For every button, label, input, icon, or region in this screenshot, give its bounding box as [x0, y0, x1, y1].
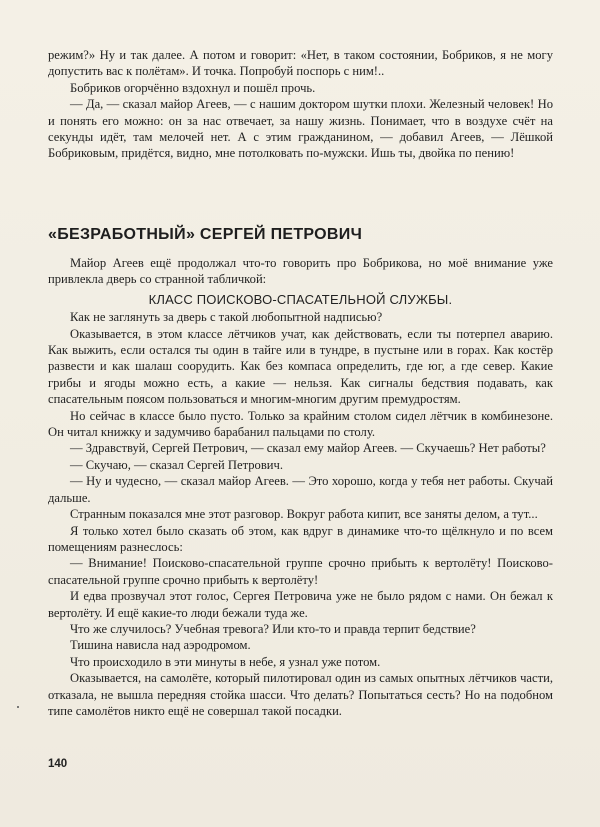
door-sign: КЛАСС ПОИСКОВО-СПАСАТЕЛЬНОЙ СЛУЖБЫ.: [148, 291, 453, 307]
paragraph: Как не заглянуть за дверь с такой любопытной надписью?: [70, 310, 383, 325]
paragraph: Что происходило в эти минуты в небе, я узнал уже потом.: [70, 654, 381, 669]
section-title: «БЕЗРАБОТНЫЙ» СЕРГЕЙ ПЕТРОВИЧ: [48, 226, 363, 243]
top-text-block: [48, 47, 553, 162]
paragraph: — Здравствуй, Сергей Петрович, — сказал ему майор Агеев. — Скучаешь? Нет работы?: [70, 441, 546, 456]
paragraph: — Да, — сказал майор Агеев, — с нашим доктором шутки плохи. Железный человек! Но и понять его можно: он за нас отвечает, за нашу жизнь. Понимает, что в воздухе счёт на секунды идёт, там мелочей нет. А с этим гражданином, — добавил Агеев, — Лёшкой Бобриковым, придётся, видно, мне потолковать по-мужски. Ишь ты, двойка по пению!: [48, 97, 553, 161]
section-intro: Майор Агеев ещё продолжал что-то говорить про Бобрикова, но моё внимание уже привлекла дверь со странной табличкой:: [48, 256, 553, 287]
paragraph: Странным показался мне этот разговор. Вокруг работа кипит, все заняты делом, а тут...: [70, 507, 538, 522]
paragraph: Бобриков огорчённо вздохнул и пошёл прочь.: [70, 80, 316, 95]
paragraph: — Внимание! Поисково-спасательной группе срочно прибыть к вертолёту! Поисково-спасательной группе срочно прибыть к вертолёту!: [48, 556, 553, 587]
section-text-block: [48, 255, 553, 719]
paragraph: Оказывается, на самолёте, который пилотировал один из самых опытных лётчиков части, отказала, не вышла передняя стойка шасси. Что делать? Попытаться сесть? Но на подобном типе самолётов никто ещё не совершал такой посадки.: [48, 671, 553, 718]
paragraph: Что же случилось? Учебная тревога? Или кто-то и правда терпит бедствие?: [70, 621, 476, 636]
paragraph: Но сейчас в классе было пусто. Только за крайним столом сидел лётчик в комбинезоне. Он читал книжку и задумчиво барабанил пальцами по столу.: [48, 408, 553, 440]
print-speck: [17, 706, 19, 708]
page-number: 140: [48, 758, 68, 770]
paragraph: Я только хотел было сказать об этом, как вдруг в динамике что-то щёлкнуло и по всем помещениям разнеслось:: [48, 523, 553, 554]
paragraph: — Ну и чудесно, — сказал майор Агеев. — Это хорошо, когда у тебя нет работы. Скучай дальше.: [48, 474, 553, 505]
paragraph: И едва прозвучал этот голос, Сергея Петровича уже не было рядом с нами. Он бежал к вертолёту. И ещё какие-то люди бежали туда же.: [48, 589, 553, 620]
paragraph: — Скучаю, — сказал Сергей Петрович.: [70, 457, 283, 472]
paragraph: Тишина нависла над аэродромом.: [70, 638, 251, 653]
paragraph: режим?» Ну и так далее. А потом и говорит: «Нет, в таком состоянии, Бобриков, я не могу допустить вас к полётам». И точка. Попробуй поспорь с ним!..: [48, 48, 553, 79]
paragraph: Оказывается, в этом классе лётчиков учат, как действовать, если ты потерпел аварию. Как выжить, если остался ты один в тайге или в тундре, в пустыне или в горах. Как костёр развести и как шалаш соорудить. Как без компаса определить, где юг, а где север. Какие грибы и ягоды можно есть, а какие — нельзя. Как сигналы бедствия подавать, как спасательным поясом пользоваться и многим-многим другим премудростям.: [48, 326, 553, 407]
